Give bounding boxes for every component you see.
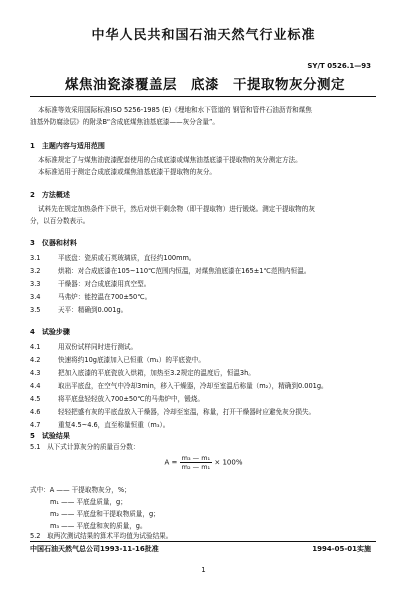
section-1-line: 本标准规定了与煤焦油瓷漆配套使用的合成底漆或煤焦油基底漆干提取物的灰分测定方法。 — [38, 156, 302, 164]
list-item — [30, 341, 137, 353]
standard-code: SY/T 0526.1—93 — [307, 62, 371, 70]
item-5-2: 5.2 取两次测试结果的算术平均值为试验结果。 — [30, 532, 173, 540]
formula-fraction — [180, 454, 213, 471]
intro-line-2: 油基外防腐涂层》的附录B“含成底煤焦油基底漆——灰分含量”。 — [30, 118, 220, 126]
list-item — [30, 354, 205, 366]
item-number: 3.5 — [30, 306, 41, 314]
list-item — [30, 367, 255, 379]
item-text: 用双份试样同时进行测试。 — [58, 343, 138, 351]
section-3-heading: 3 仪器和材料 — [30, 239, 77, 247]
list-item — [30, 304, 127, 316]
section-2-heading: 2 方法概述 — [30, 191, 70, 199]
list-item — [30, 406, 315, 418]
item-text: 天平：精确到0.001g。 — [58, 306, 128, 314]
formula-denominator: m₂ — m₁ — [181, 463, 211, 471]
item-number: 3.4 — [30, 293, 41, 301]
item-text: 快速将约10g底漆加入已恒重（m₁）的平底瓷中。 — [58, 356, 205, 364]
item-text: 轻轻把盛有灰的平底盘放入干燥器，冷却至室温，称量，打开干燥器时应避免灰分损失。 — [58, 408, 316, 416]
item-text: 马弗炉：能控温在700±50℃。 — [58, 293, 152, 301]
item-number: 4.1 — [30, 343, 41, 351]
item-number: 4.5 — [30, 395, 41, 403]
item-number: 3.1 — [30, 254, 41, 262]
item-5-1: 5.1 从下式计算灰分的质量百分数： — [30, 443, 140, 451]
item-number: 4.7 — [30, 421, 41, 429]
item-text: 干燥器：对合成底漆用真空型。 — [58, 280, 151, 288]
section-5-heading: 5 试验结果 — [30, 432, 70, 440]
where-item: m₁ —— 平底盘质量，g； — [50, 498, 127, 506]
section-1-line: 本标准适用于测定合成底漆或煤焦油基底漆干提取物的灰分。 — [38, 168, 217, 176]
item-text: 将平底盘轻轻放入700±50℃的马弗炉中，锻烧。 — [58, 395, 204, 403]
section-4-heading: 4 试验步骤 — [30, 328, 70, 336]
item-number: 4.4 — [30, 382, 41, 390]
item-number: 3.3 — [30, 280, 41, 288]
list-item — [30, 278, 150, 290]
list-item — [30, 419, 169, 431]
where-lead: 式中：A —— 干提取物灰分，%； — [30, 486, 131, 494]
formula-rhs: × 100% — [214, 458, 243, 467]
list-item — [30, 252, 196, 264]
item-number: 4.6 — [30, 408, 41, 416]
list-item — [30, 291, 151, 303]
item-text: 取出平底盘，在空气中冷却3min，移入干燥器，冷却至室温后称量（m₂），精确到0.001g。 — [58, 382, 328, 390]
ash-formula — [0, 454, 407, 471]
intro-line-1: 本标准等效采用国际标准ISO 5256-1985 (E)《埋地和水下管道的 钢管和管件石油沥青和煤焦 — [38, 106, 312, 114]
item-number: 4.3 — [30, 369, 41, 377]
title-rule — [30, 96, 376, 97]
list-item — [30, 380, 328, 392]
org-title: 中华人民共和国石油天然气行业标准 — [91, 28, 316, 43]
approval-note: 中国石油天然气总公司1993-11-16批准 — [30, 545, 159, 553]
item-number: 3.2 — [30, 267, 41, 275]
item-text: 平底盘：瓷质或石英玻璃质，直径约100mm。 — [58, 254, 196, 262]
section-2-line: 分，以百分数表示。 — [30, 217, 90, 225]
item-text: 重复4.5~4.6，直至称量恒重（m₃）。 — [58, 421, 170, 429]
section-1-heading: 1 主题内容与适用范围 — [30, 142, 105, 150]
item-text: 把加入底漆的平底瓷放入烘箱，加热至3.2规定的温度后，恒温3h。 — [58, 369, 255, 377]
formula-lhs: A = — [164, 458, 178, 467]
list-item — [30, 393, 204, 405]
footer-rule — [30, 541, 376, 542]
list-item — [30, 265, 310, 277]
effective-date: 1994-05-01实施 — [312, 545, 371, 553]
page-number: 1 — [201, 566, 206, 574]
item-text: 烘箱：对合成底漆在105~110℃范围内恒温，对煤焦油底漆在165±1℃范围内恒温。 — [58, 267, 311, 275]
section-2-line: 试料先在规定加热条件下烘干，然后对烘干剩余物（即干提取物）进行锻烧。测定干提取物的灰 — [38, 205, 315, 213]
where-item: m₂ —— 平底盘和干提取物质量，g； — [50, 510, 160, 518]
item-number: 4.2 — [30, 356, 41, 364]
where-item: m₃ —— 平底盘和灰的质量，g。 — [50, 522, 147, 530]
document-title: 煤焦油瓷漆覆盖层 底漆 干提取物灰分测定 — [65, 77, 345, 93]
formula-numerator: m₃ — m₁ — [181, 454, 211, 462]
